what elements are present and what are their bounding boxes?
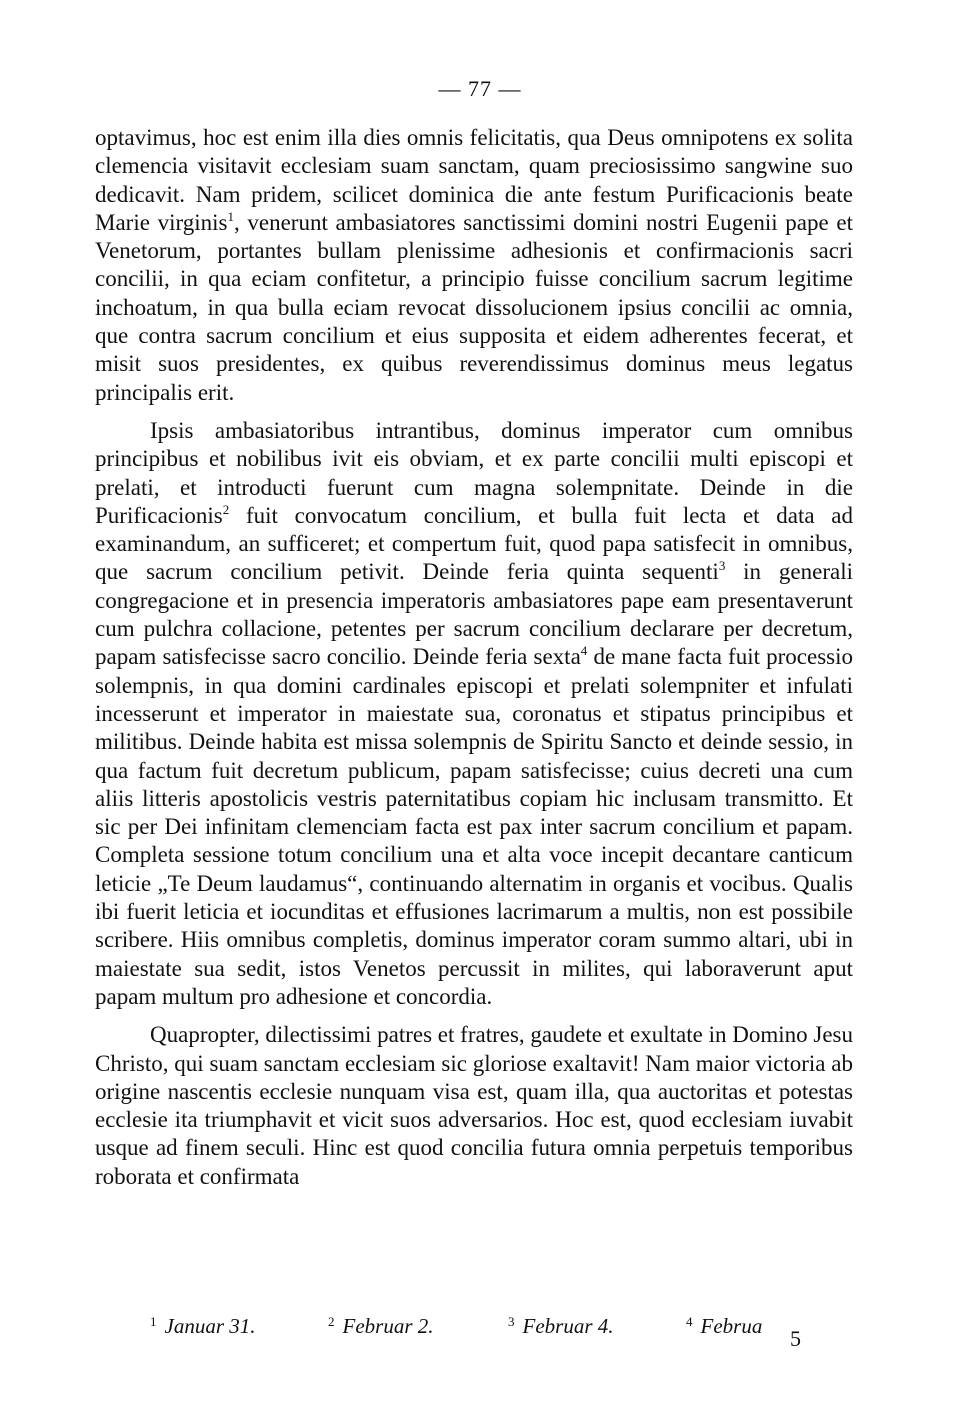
footnote-3-number: 3 <box>508 1314 515 1329</box>
footnote-ref: 3 <box>718 558 726 574</box>
footnote-ref: 4 <box>580 643 588 659</box>
footnote-ref: 1 <box>227 208 234 224</box>
footnote-1-text: Januar 31. <box>164 1314 256 1338</box>
text-run: Ipsis ambasiatoribus intrantibus, dominus imperator cum omnibus principibus et nobilibus ivit eis obviam, et ex parte concilii multi episcopi et prelati, et introducti fuerunt cum magna solempnitate. Deinde in die Purificacionis <box>95 417 853 528</box>
footnote-3-text: Februar 4. <box>522 1314 614 1338</box>
footnote-2-text: Februar 2. <box>342 1314 434 1338</box>
text-run: de mane facta fuit processio solempnis, in qua domini cardinales episcopi et prelati solempniter et infulati incesserunt et imperator in maiestate sua, coronatus et stipatus principibus et militibus. Deinde habita est missa solempnis de Spiritu Sancto et deinde sessio, in qua factum fuit decretum publicum, papam satisfecisse; cuius decreti una cum aliis litteris apostolicis vestris paternitatibus copiam hic inclusam transmitto. Et sic per Dei infinitam clemenciam facta est pax inter sacrum concilium et papam. Completa sessione totum concilium una et alta voce incepit decantare canticum leticie „Te Deum laudamus“, continuando alternatim in organis et vocibus. Qualis ibi fuerit leticia et iocunditas et effusiones lacrimarum a multis, non est possibile scribere. Hiis omnibus completis, dominus imperator coram summo altari, ubi in maiestate sua sedit, istos Venetos percussit in milites, qui laboraverunt aput papam multum pro adhesione et concordia. <box>95 644 853 1009</box>
paragraph-3 <box>95 1021 853 1191</box>
text-run: in generali congregacione et in presencia imperatoris ambasiatores pape eam presentaverunt cum pulchra collacione, petentes per sacrum concilium declarare per decretum, papam satisfecisse sacro concilio. Deinde feria sexta <box>95 559 853 670</box>
text-run: , venerunt ambasiatores sanctissimi domini nostri Eugenii pape et Venetorum, portantes bullam plenissime adhesionis et confirmacionis sacri concilii, in qua eciam confitetur, a principio fuisse concilium sacrum legitime inchoatum, in qua bulla eciam revocat dissolucionem ipsius concilii ac omnia, que contra sacrum concilium et eius supposita et eidem adherentes fecerat, et misit suos presidentes, ex quibus reverendissimus dominus meus legatus principalis erit. <box>95 209 853 405</box>
text-run: Quapropter, dilectissimi patres et fratres, gaudete et exultate in Domino Jesu Christo, qui suam sanctam ecclesiam sic gloriose exaltavit! Nam maior victoria ab origine nascentis ecclesie nunquam visa est, quam illa, qua auctoritas et potestas ecclesie ita triumphavit et vicit suos adversarios. Hoc est, quod ecclesiam iuvabit usque ad finem seculi. Hinc est quod concilia futura omnia perpetuis temporibus roborata et confirmata <box>95 1022 853 1189</box>
signature-mark: 5 <box>790 1326 801 1351</box>
footnote-1 <box>150 1314 256 1339</box>
footnote-3 <box>508 1314 614 1339</box>
paragraph-2 <box>95 417 853 1011</box>
footnote-4-number: 4 <box>686 1314 693 1329</box>
page-number: — 77 — <box>438 76 522 101</box>
body-text <box>95 124 853 1191</box>
footnote-ref: 2 <box>222 501 230 517</box>
footnote-4-text: Februa <box>700 1314 763 1338</box>
footnote-4 <box>686 1314 762 1339</box>
footnote-2-number: 2 <box>328 1314 335 1329</box>
text-run: fuit convocatum concilium, et bulla fuit lecta et data ad examinandum, an sufficeret; et compertum fuit, quod papa satisfecit in omnibus, que sacrum concilium petivit. Deinde feria quinta sequenti <box>95 502 853 585</box>
footnote-2 <box>328 1314 434 1339</box>
text-run: optavimus, hoc est enim illa dies omnis felicitatis, qua Deus omnipotens ex solita clemencia visitavit ecclesiam suam sanctam, quam preciosissimo sangwine suo dedicavit. Nam pridem, scilicet dominica die ante festum Purificacionis beate Marie virginis <box>95 125 853 235</box>
footnote-1-number: 1 <box>150 1314 157 1329</box>
paragraph-1 <box>95 124 853 407</box>
